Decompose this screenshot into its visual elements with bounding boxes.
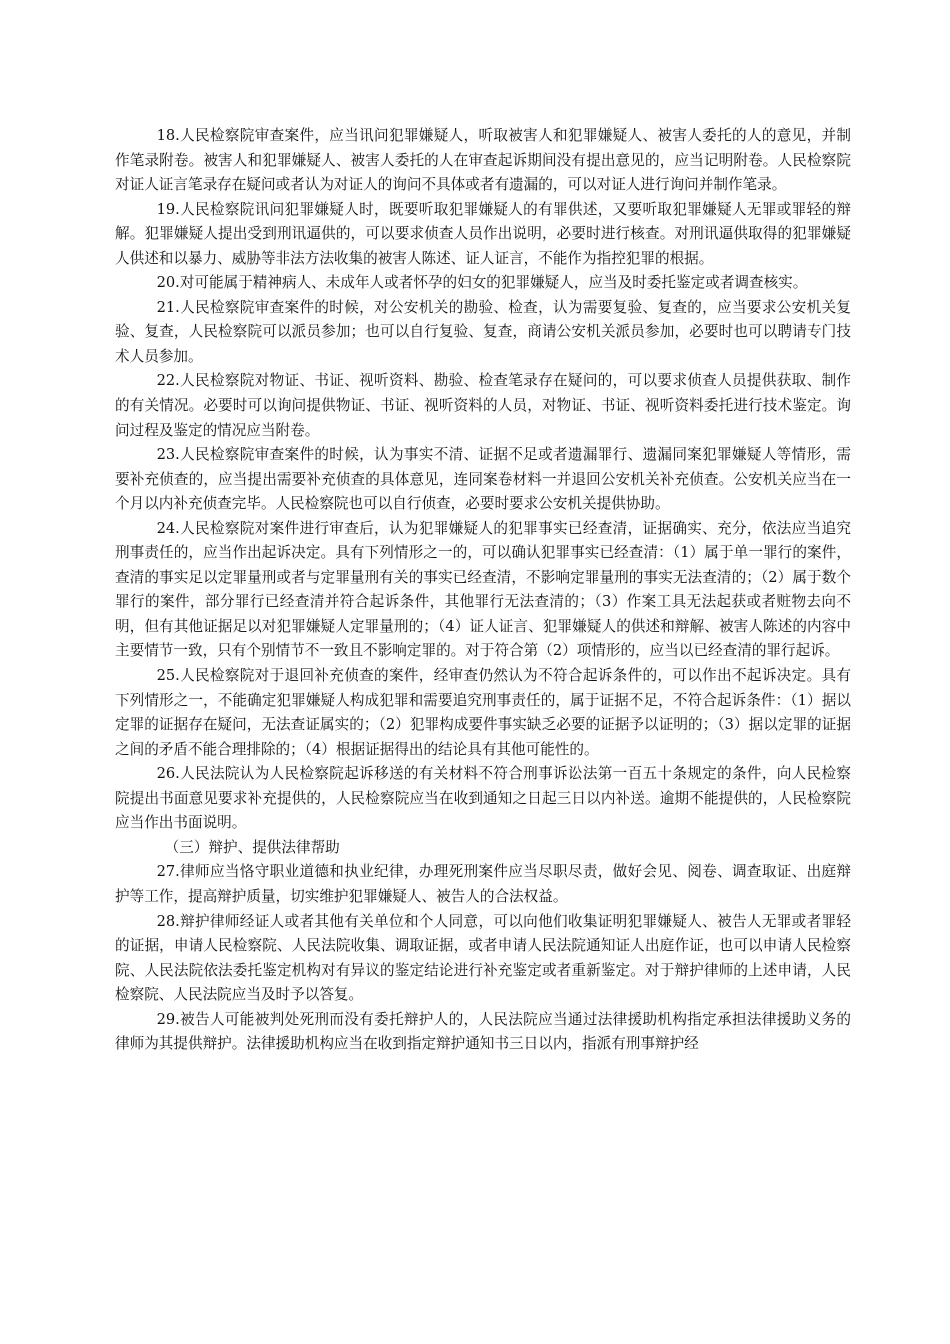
paragraph-24: 24.人民检察院对案件进行审查后，认为犯罪嫌疑人的犯罪事实已经查清，证据确实、充分，依法应当追究刑事责任的，应当作出起诉决定。具有下列情形之一的，可以确认犯罪事实已经查清：（1）属于单一罪行的案件，查清的事实足以定罪量刑或者与定罪量刑有关的事实已经查清，不影响定罪量刑的事实无法查清的；（2）属于数个罪行的案件，部分罪行已经查清并符合起诉条件，其他罪行无法查清的；（3）作案工具无法起获或者赃物去向不明，但有其他证据足以对犯罪嫌疑人定罪量刑的；（4）证人证言、犯罪嫌疑人的供述和辩解、被害人陈述的内容中主要情节一致，只有个别情节不一致且不影响定罪的。对于符合第（2）项情形的，应当以已经查清的罪行起诉。 bbox=[115, 519, 851, 660]
paragraph-22: 22.人民检察院对物证、书证、视听资料、勘验、检查笔录存在疑问的，可以要求侦查人员提供获取、制作的有关情况。必要时可以询问提供物证、书证、视听资料的人员，对物证、书证、视听资料委托进行技术鉴定。询问过程及鉴定的情况应当附卷。 bbox=[115, 372, 851, 439]
document-body bbox=[115, 124, 851, 1057]
paragraph-21: 21.人民检察院审查案件的时候，对公安机关的勘验、检查，认为需要复验、复查的，应当要求公安机关复验、复查，人民检察院可以派员参加；也可以自行复验、复查，商请公安机关派员参加，必要时也可以聘请专门技术人员参加。 bbox=[115, 298, 851, 365]
paragraph-25: 25.人民检察院对于退回补充侦查的案件，经审查仍然认为不符合起诉条件的，可以作出不起诉决定。具有下列情形之一，不能确定犯罪嫌疑人构成犯罪和需要追究刑事责任的，属于证据不足，不符合起诉条件：（1）据以定罪的证据存在疑问，无法查证属实的；（2）犯罪构成要件事实缺乏必要的证据予以证明的；（3）据以定罪的证据之间的矛盾不能合理排除的；（4）根据证据得出的结论具有其他可能性的。 bbox=[115, 667, 851, 758]
paragraph-27: 27.律师应当恪守职业道德和执业纪律，办理死刑案件应当尽职尽责，做好会见、阅卷、调查取证、出庭辩护等工作，提高辩护质量，切实维护犯罪嫌疑人、被告人的合法权益。 bbox=[115, 863, 851, 905]
section-heading: （三）辩护、提供法律帮助 bbox=[164, 838, 340, 856]
paragraph-23: 23.人民检察院审查案件的时候，认为事实不清、证据不足或者遗漏罪行、遗漏同案犯罪嫌疑人等情形，需要补充侦查的，应当提出需要补充侦查的具体意见，连同案卷材料一并退回公安机关补充侦查。公安机关应当在一个月以内补充侦查完毕。人民检察院也可以自行侦查，必要时要求公安机关提供协助。 bbox=[115, 446, 851, 513]
paragraph-19: 19.人民检察院讯问犯罪嫌疑人时，既要听取犯罪嫌疑人的有罪供述，又要听取犯罪嫌疑人无罪或罪轻的辩解。犯罪嫌疑人提出受到刑讯逼供的，可以要求侦查人员作出说明，必要时进行核查。对刑讯逼供取得的犯罪嫌疑人供述和以暴力、威胁等非法方法收集的被害人陈述、证人证言，不能作为指控犯罪的根据。 bbox=[115, 200, 851, 267]
paragraph-20: 20.对可能属于精神病人、未成年人或者怀孕的妇女的犯罪嫌疑人，应当及时委托鉴定或者调查核实。 bbox=[156, 274, 808, 292]
paragraph-28: 28.辩护律师经证人或者其他有关单位和个人同意，可以向他们收集证明犯罪嫌疑人、被告人无罪或者罪轻的证据，申请人民检察院、人民法院收集、调取证据，或者申请人民法院通知证人出庭作证，也可以申请人民检察院、人民法院依法委托鉴定机构对有异议的鉴定结论进行补充鉴定或者重新鉴定。对于辩护律师的上述申请，人民检察院、人民法院应当及时予以答复。 bbox=[115, 912, 851, 1004]
paragraph-26: 26.人民法院认为人民检察院起诉移送的有关材料不符合刑事诉讼法第一百五十条规定的条件，向人民检察院提出书面意见要求补充提供的，人民检察院应当在收到通知之日起三日以内补送。逾期不能提供的，人民检察院应当作出书面说明。 bbox=[115, 765, 851, 832]
paragraph-18: 18.人民检察院审查案件，应当讯问犯罪嫌疑人，听取被害人和犯罪嫌疑人、被害人委托的人的意见，并制作笔录附卷。被害人和犯罪嫌疑人、被害人委托的人在审查起诉期间没有提出意见的，应当记明附卷。人民检察院对证人证言笔录存在疑问或者认为对证人的询问不具体或者有遗漏的，可以对证人进行询问并制作笔录。 bbox=[115, 127, 851, 194]
paragraph-29: 29.被告人可能被判处死刑而没有委托辩护人的，人民法院应当通过法律援助机构指定承担法律援助义务的律师为其提供辩护。法律援助机构应当在收到指定辩护通知书三日以内，指派有刑事辩护经 bbox=[115, 1010, 851, 1053]
